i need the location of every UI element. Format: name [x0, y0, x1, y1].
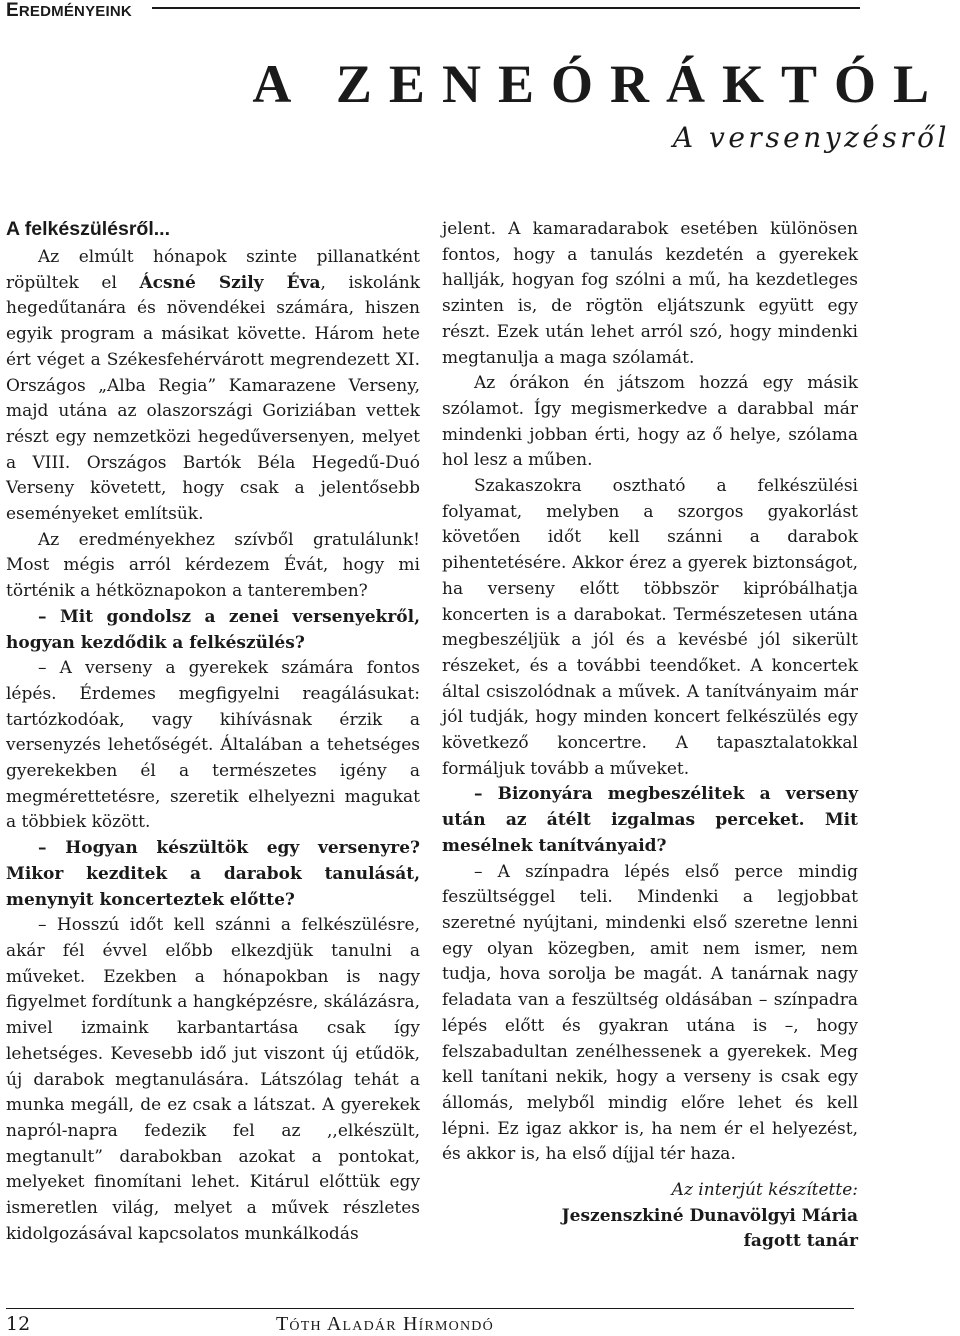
bottom-rule: [6, 1308, 854, 1309]
signature-role: fagott tanár: [743, 1231, 858, 1252]
question-3: – Bizonyára megbeszélitek a verseny után az átélt izgalmas perceket. Mit mesélnek tanítványaid?: [442, 784, 858, 856]
question-2: – Hogyan készültök egy versenyre? Mikor kezditek a darabok tanulását, menynyit koncerteztek előtte?: [6, 838, 420, 910]
answer-3: – A színpadra lépés első perce mindig feszültséggel teli. Mindenki a legjobbat szeretné nyújtani, mindenki első szeretne lenni egy olyan közegben, amit nem ismer, nem tudja, hova sorolja be magát. A tanárnak nagy feladata van a feszültség oldásában – színpadra lépés előtt és gyakran utána is –, hogy felszabadultan zenélhessenek a gyerekek. Meg kell tanítani nekik, hogy a verseny is csak egy állomás, melyből mindig előre lehet és kell lépni. Ez igaz akkor is, ha nem ér el helyezést, és akkor is, ha első díjjal tér haza.: [442, 861, 858, 1165]
section-label: [6, 0, 132, 22]
article-subtitle: A versenyzésről: [672, 121, 950, 154]
right-column: [442, 217, 858, 1255]
left-column-heading: A felkészülésről...: [6, 218, 171, 240]
section-label-rest: REDMÉNYEINK: [18, 3, 132, 20]
journal-name: Tóth Aladár Hírmondó: [276, 1313, 494, 1335]
left-column: [6, 215, 420, 1247]
teacher-name: Ácsné Szily Éva: [139, 272, 321, 293]
answer-2: – Hosszú időt kell szánni a felkészülésre, akár fél évvel előbb elkezdjük tanulni a műveket. Ezekben a hónapokban is nagy figyelmet fordítunk a hangképzésre, skálázásra, mivel izmaink karbantartása csak így lehetséges. Kevesebb idő jut viszont új etűdök, új darabok megtanulására. Látszólag tehát a munka megáll, de ez csak a látszat. A gyerekek napról-napra fedezik fel az ,,elkészült, megtanult” darabokban azokat a pontokat, melyeket finomítani lehet. Kitárul előttük egy ismeretlen világ, melyet a művek részletes kidolgozásával kapcsolatos munkálkodás: [6, 915, 420, 1244]
signature: [442, 1178, 858, 1255]
top-rule: [152, 7, 860, 9]
answer-2-paragraph-3: Szakaszokra osztható a felkészülési folyamat, melyben a szorgos gyakorlást követően időt kell szánni a darabok pihentetésére. Akkor érez a gyerek biztonságot, ha verseny előtt többször kipróbálhatja koncerten is a darabokat. Természetesen utána megbeszéljük a jól és a kevésbé jól sikerült részeket, és a további teendőket. A koncertek által csiszolódnak a művek. A tanítványaim már jól tudják, hogy minden koncert felkészülés egy következő koncertre. A tapasztalatokkal formáljuk tovább a műveket.: [442, 476, 858, 779]
answer-2-paragraph-2: Az órákon én játszom hozzá egy másik szólamot. Így megismerkedve a darabbal már mindenki jobban érti, hogy az ő helye, szólama hol lesz a műben.: [442, 373, 858, 471]
paragraph-congrats: Az eredményekhez szívből gratulálunk! Most mégis arról kérdezem Évát, hogy mi történik a hétköznapokon a tanteremben?: [6, 529, 420, 602]
section-label-initial: E: [6, 0, 19, 21]
answer-1: – A verseny a gyerekek számára fontos lépés. Érdemes megfigyelni reagálásukat: tartózkodóak, vagy kihívásnak érzik a versenyzés lehetőségét. Általában a tehetséges gyerekekben él a természetes igény a megmérettetésre, szeretik elhelyezni magukat a többiek között.: [6, 658, 420, 833]
answer-2-continued: jelent. A kamaradarabok esetében különösen fontos, hogy a tanulás kezdetén a gyerekek hallják, hogyan fog szólni a mű, ha kezdetleges szinten is, de rögtön eljátszunk együtt egy részt. Ezek után lehet arról szó, hogy mindenki megtanulja a maga szólamát.: [442, 219, 858, 368]
paragraph-intro: [6, 245, 420, 528]
question-1: – Mit gondolsz a zenei versenyekről, hogyan kezdődik a felkészülés?: [6, 606, 420, 653]
paragraph-intro-part2: , iskolánk hegedűtanára és növendékei számára, hiszen egyik program a másikat követte. Három hete ért véget a Székesfehérvárott megrendezett XI. Országos „Alba Regia” Kamarazene Verseny, majd utána az olaszországi Goriziában vettek részt egy nemzetközi hegedűversenyen, melyet a VIII. Országos Bartók Béla Hegedű-Duó Verseny követett, hogy csak a jelentősebb eseményeket említsük.: [6, 272, 420, 525]
signature-label: Az interjút készítette:: [671, 1180, 858, 1201]
page-number: 12: [6, 1313, 31, 1335]
paragraph-intro-part1: Az elmúlt hónapok szinte pillanatként röpültek el: [6, 247, 420, 293]
article-title: A ZENEÓRÁKTÓL: [252, 54, 946, 114]
signature-name: Jeszenszkiné Dunavölgyi Mária: [561, 1205, 858, 1226]
